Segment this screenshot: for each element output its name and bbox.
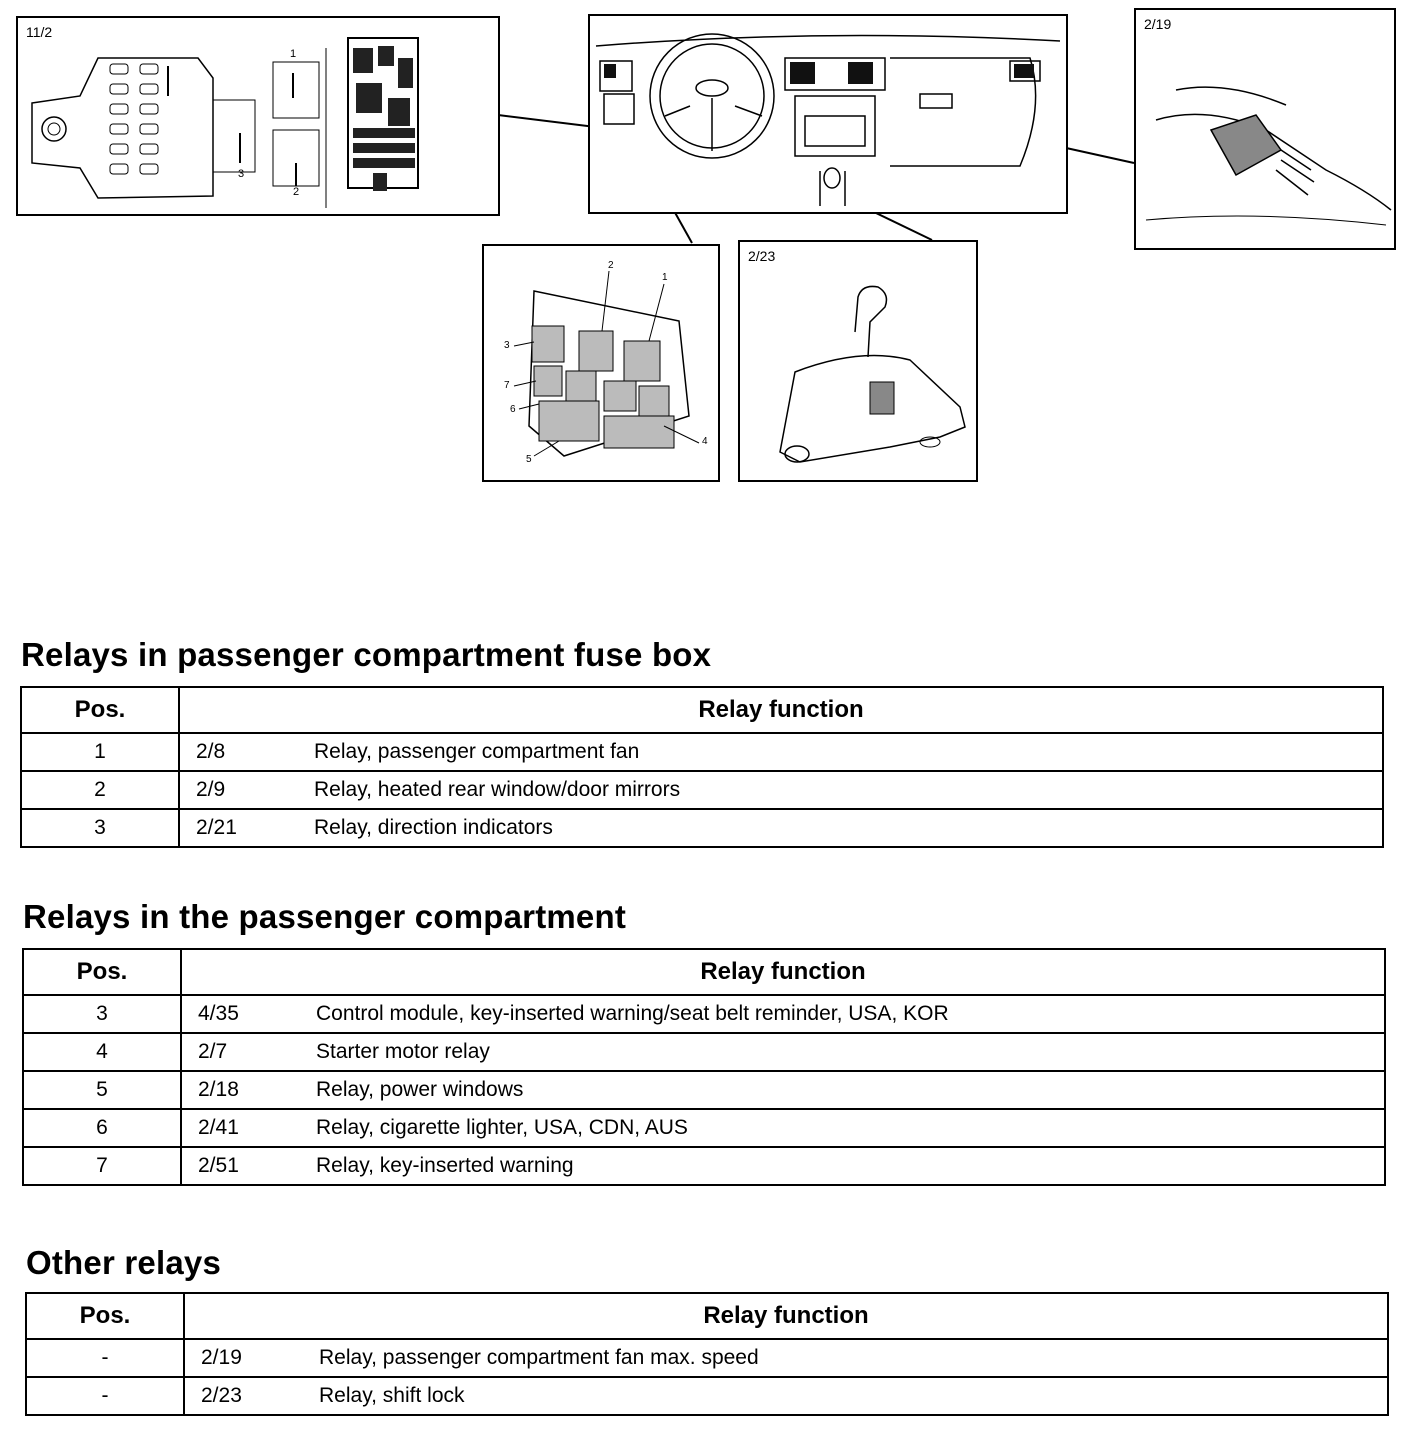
table-row: [26, 1339, 1388, 1377]
callout-1: 1: [662, 272, 668, 283]
relay-table: [22, 948, 1386, 1186]
table-row: [26, 1377, 1388, 1415]
callout-3: 3: [238, 168, 245, 180]
relay-description: Relay, cigarette lighter, USA, CDN, AUS: [316, 1116, 688, 1139]
pos-cell: 3: [21, 809, 179, 847]
table-row: [21, 771, 1383, 809]
section-title: Relays in the passenger compartment: [23, 898, 627, 935]
section-title: Relays in passenger compartment fuse box: [21, 636, 712, 673]
fan-relay-illustration: [1136, 10, 1394, 248]
relay-code: 2/41: [198, 1116, 239, 1139]
shift-lock-panel: [738, 240, 978, 482]
function-cell: [179, 809, 1383, 847]
relay-description: Relay, direction indicators: [314, 816, 553, 839]
table-row: [23, 1071, 1385, 1109]
fan-relay-panel: [1134, 8, 1396, 250]
function-header: Relay function: [181, 949, 1385, 995]
pos-cell: 2: [21, 771, 179, 809]
pos-header: Pos.: [23, 949, 181, 995]
callout-6: 6: [510, 404, 516, 415]
table-row: [23, 1033, 1385, 1071]
fuse-box-panel: [16, 16, 500, 216]
relay-table: [25, 1292, 1389, 1416]
function-cell: [184, 1377, 1388, 1415]
relay-description: Relay, key-inserted warning: [316, 1154, 574, 1177]
relay-code: 2/9: [196, 778, 226, 801]
table-row: [21, 733, 1383, 771]
callout-3: 3: [504, 340, 510, 351]
callout-4: 4: [702, 436, 708, 447]
pos-cell: 6: [23, 1109, 181, 1147]
relay-code: 2/19: [201, 1346, 242, 1369]
relay-description: Starter motor relay: [316, 1040, 490, 1063]
relay-code: 2/21: [196, 816, 237, 839]
fuse-box-illustration: [18, 18, 498, 214]
relay-description: Relay, passenger compartment fan max. speed: [319, 1346, 759, 1369]
function-cell: [181, 995, 1385, 1033]
relay-description: Relay, power windows: [316, 1078, 524, 1101]
callout-1: 1: [290, 48, 297, 60]
relay-table: [20, 686, 1384, 848]
function-cell: [179, 733, 1383, 771]
section-title: Other relays: [26, 1244, 222, 1281]
relay-code: 2/7: [198, 1040, 228, 1063]
table-row: [21, 809, 1383, 847]
table-row: [23, 1147, 1385, 1185]
pos-cell: -: [26, 1377, 184, 1415]
pos-cell: 5: [23, 1071, 181, 1109]
function-cell: [181, 1147, 1385, 1185]
relay-bracket-panel: [482, 244, 720, 482]
relay-code: 2/8: [196, 740, 226, 763]
callout-7: 7: [504, 380, 510, 391]
relay-description: Relay, shift lock: [319, 1384, 465, 1407]
table-header-row: [21, 687, 1383, 733]
table-row: [23, 995, 1385, 1033]
shift-lock-illustration: [740, 242, 976, 480]
relay-description: Relay, heated rear window/door mirrors: [314, 778, 681, 801]
dashboard-panel: [588, 14, 1068, 214]
function-cell: [184, 1339, 1388, 1377]
relay-code: 4/35: [198, 1002, 239, 1025]
relay-code: 2/23: [201, 1384, 242, 1407]
panel-label: 2/19: [1144, 16, 1172, 32]
relay-description: Control module, key-inserted warning/seat belt reminder, USA, KOR: [316, 1002, 949, 1025]
relay-bracket-illustration: [484, 246, 718, 480]
callout-5: 5: [526, 454, 532, 465]
pos-cell: 7: [23, 1147, 181, 1185]
relay-code: 2/51: [198, 1154, 239, 1177]
pos-cell: 1: [21, 733, 179, 771]
pos-header: Pos.: [21, 687, 179, 733]
callout-2: 2: [293, 186, 300, 198]
function-header: Relay function: [184, 1293, 1388, 1339]
relay-code: 2/18: [198, 1078, 239, 1101]
function-cell: [181, 1071, 1385, 1109]
pos-cell: -: [26, 1339, 184, 1377]
dashboard-illustration: [590, 16, 1066, 212]
function-cell: [181, 1033, 1385, 1071]
panel-label: 2/23: [748, 248, 776, 264]
pos-cell: 3: [23, 995, 181, 1033]
table-header-row: [26, 1293, 1388, 1339]
function-header: Relay function: [179, 687, 1383, 733]
table-row: [23, 1109, 1385, 1147]
pos-cell: 4: [23, 1033, 181, 1071]
panel-label: 11/2: [26, 24, 53, 40]
function-cell: [179, 771, 1383, 809]
function-cell: [181, 1109, 1385, 1147]
callout-2: 2: [608, 260, 614, 271]
relay-description: Relay, passenger compartment fan: [314, 740, 640, 763]
pos-header: Pos.: [26, 1293, 184, 1339]
table-header-row: [23, 949, 1385, 995]
